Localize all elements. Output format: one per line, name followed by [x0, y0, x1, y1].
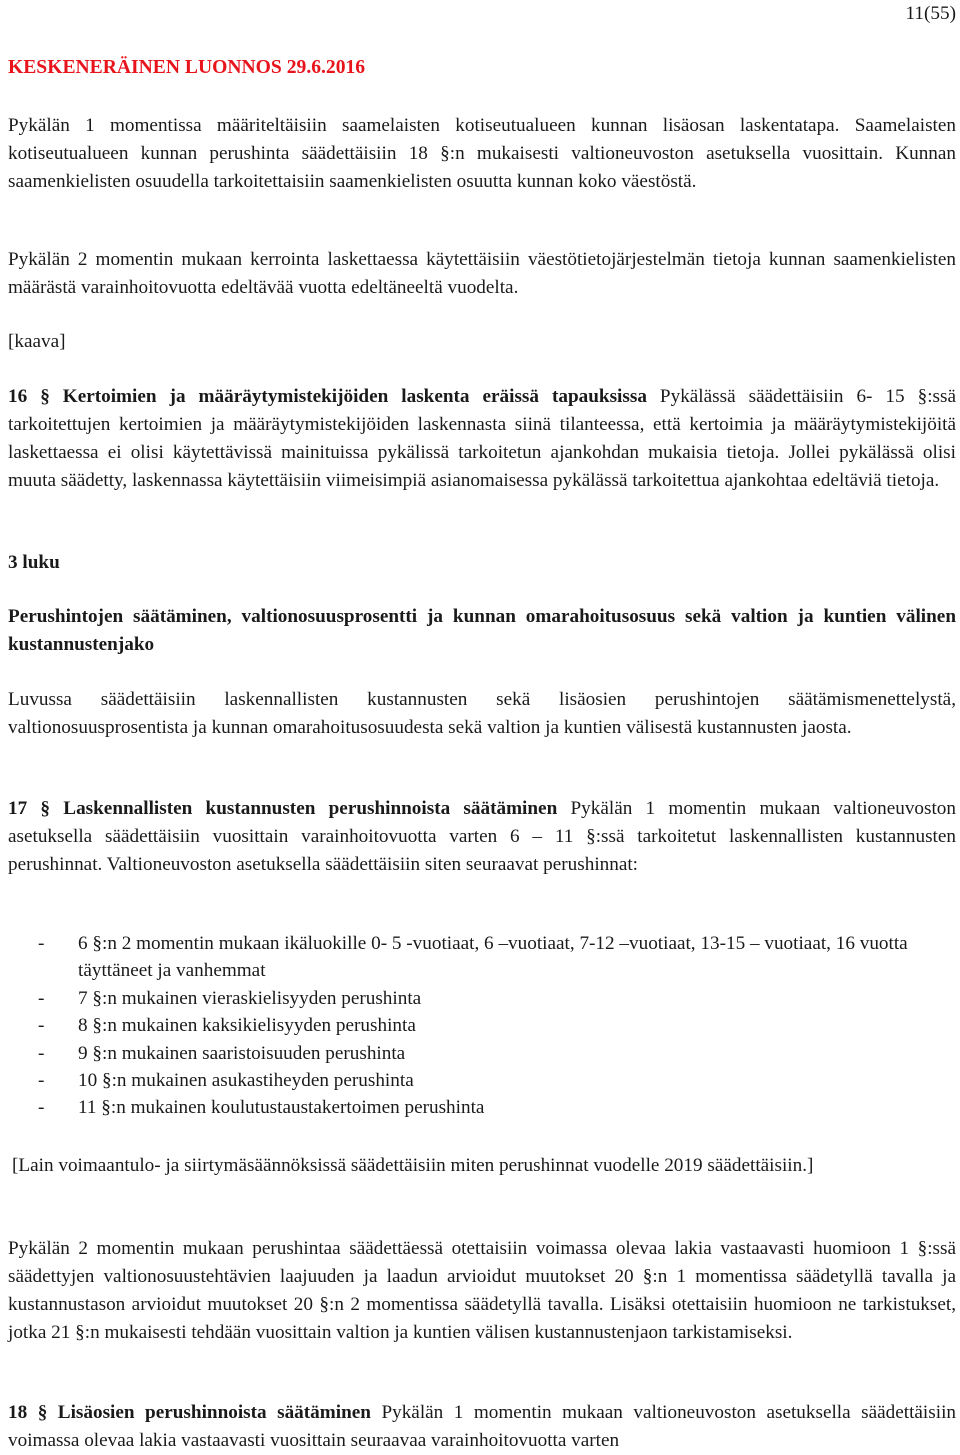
section-18 [8, 1399, 956, 1455]
section-17 [8, 795, 956, 879]
section-16-text: Pykälässä säädettäisiin 6- 15 §:ssä tarkoitettujen kertoimien ja määräytymistekijöiden laskennasta siinä tilanteessa, että kertoimia ja määräytymistekijöitä laskettaessa ei olisi käytettävissä mainituissa pykälissä tarkoitetun ajankohdan mukaisia tietoja. Jollei pykälässä olisi muuta säädetty, laskennassa käytettäisiin viimeisimpiä asianomaisessa pykälässä tarkoitettua ajankohtaa edeltäviä tietoja. [8, 386, 956, 491]
draft-label: KESKENERÄINEN LUONNOS 29.6.2016 [8, 57, 366, 78]
section-16 [8, 383, 956, 495]
chapter-label: 3 luku [8, 552, 60, 573]
base-price-list [8, 930, 956, 1122]
bracket-note: [Lain voimaantulo- ja siirtymäsäännöksissä säädettäisiin miten perushinnat vuodelle 2019 säädettäisiin.] [12, 1155, 814, 1176]
paragraph-coefficient-data: Pykälän 2 momentin mukaan kerrointa laskettaessa käytettäisiin väestötietojärjestelmän tietoja kunnan saamenkielisten määrästä varainhoitovuotta edeltävää vuotta edeltäneeltä vuodelta. [8, 249, 956, 298]
section-18-heading: 18 § Lisäosien perushinnoista säätäminen [8, 1402, 371, 1423]
section-17-paragraph-2: Pykälän 2 momentin mukaan perushintaa säädettäessä otettaisiin voimassa olevaa lakia vastaavasti huomioon 1 §:ssä säädettyjen valtionosuustehtävien laajuuden ja laadun arvioidut muutokset 20 §:n 1 momentissa säädetyllä tavalla ja kustannustason arvioidut muutokset 20 §:n 2 momentissa säädetyllä tavalla. Lisäksi otettaisiin huomioon ne tarkistukset, jotka 21 §:n mukaisesti tehdään vuosittain valtion ja kuntien välisen kustannustenjaon tarkistamiseksi. [8, 1238, 956, 1343]
page-number: 11(55) [905, 3, 956, 24]
chapter-title: Perushintojen säätäminen, valtionosuusprosentti ja kunnan omarahoitusosuus sekä valtion ja kuntien välinen kustannustenjako [8, 606, 956, 655]
paragraph-saami-addition: Pykälän 1 momentissa määriteltäisiin saamelaisten kotiseutualueen kunnan lisäosan laskentatapa. Saamelaisten kotiseutualueen kunnan perushinta säädettäisiin 18 §:n mukaisesti valtioneuvoston asetuksella vuosittain. Kunnan saamenkielisten osuudella tarkoitettaisiin saamenkielisten osuutta kunnan koko väestöstä. [8, 115, 956, 192]
list-item: - 10 §:n mukainen asukastiheyden perushinta [38, 1070, 414, 1092]
section-17-text: Pykälän 1 momentin mukaan valtioneuvoston asetuksella säädettäisiin vuosittain varainhoitovuotta varten 6 – 11 §:ssä tarkoitetut laskennallisten kustannusten perushinnat. Valtioneuvoston asetuksella säädettäisiin siten seuraavat perushinnat: [8, 798, 956, 875]
chapter-intro: Luvussa säädettäisiin laskennallisten kustannusten sekä lisäosien perushintojen säätämismenettelystä, valtionosuusprosentista ja kunnan omarahoitusosuudesta sekä valtion ja kuntien välisestä kustannusten jaosta. [8, 689, 956, 738]
list-item: - 9 §:n mukainen saaristoisuuden perushinta [38, 1042, 406, 1064]
list-item: - 8 §:n mukainen kaksikielisyyden perushinta [38, 1015, 416, 1037]
formula-placeholder: [kaava] [8, 331, 66, 352]
section-16-heading: 16 § Kertoimien ja määräytymistekijöiden laskenta eräissä tapauksissa [8, 386, 647, 407]
section-18-text: Pykälän 1 momentin mukaan valtioneuvoston asetuksella säädettäisiin voimassa olevaa lakia vastaavasti vuosittain seuraavaa varainhoitovuotta varten [8, 1402, 956, 1451]
list-item: - 11 §:n mukainen koulutustaustakertoimen perushinta [38, 1097, 485, 1119]
list-item: - 7 §:n mukainen vieraskielisyyden perushinta [38, 987, 422, 1009]
section-17-heading: 17 § Laskennallisten kustannusten perushinnoista säätäminen [8, 798, 558, 819]
list-item: - 6 §:n 2 momentin mukaan ikäluokille 0- 5 -vuotiaat, 6 –vuotiaat, 7-12 –vuotiaat, 13-15 – vuotiaat, 16 vuotta täyttäneet ja vanhemmat [38, 933, 908, 982]
